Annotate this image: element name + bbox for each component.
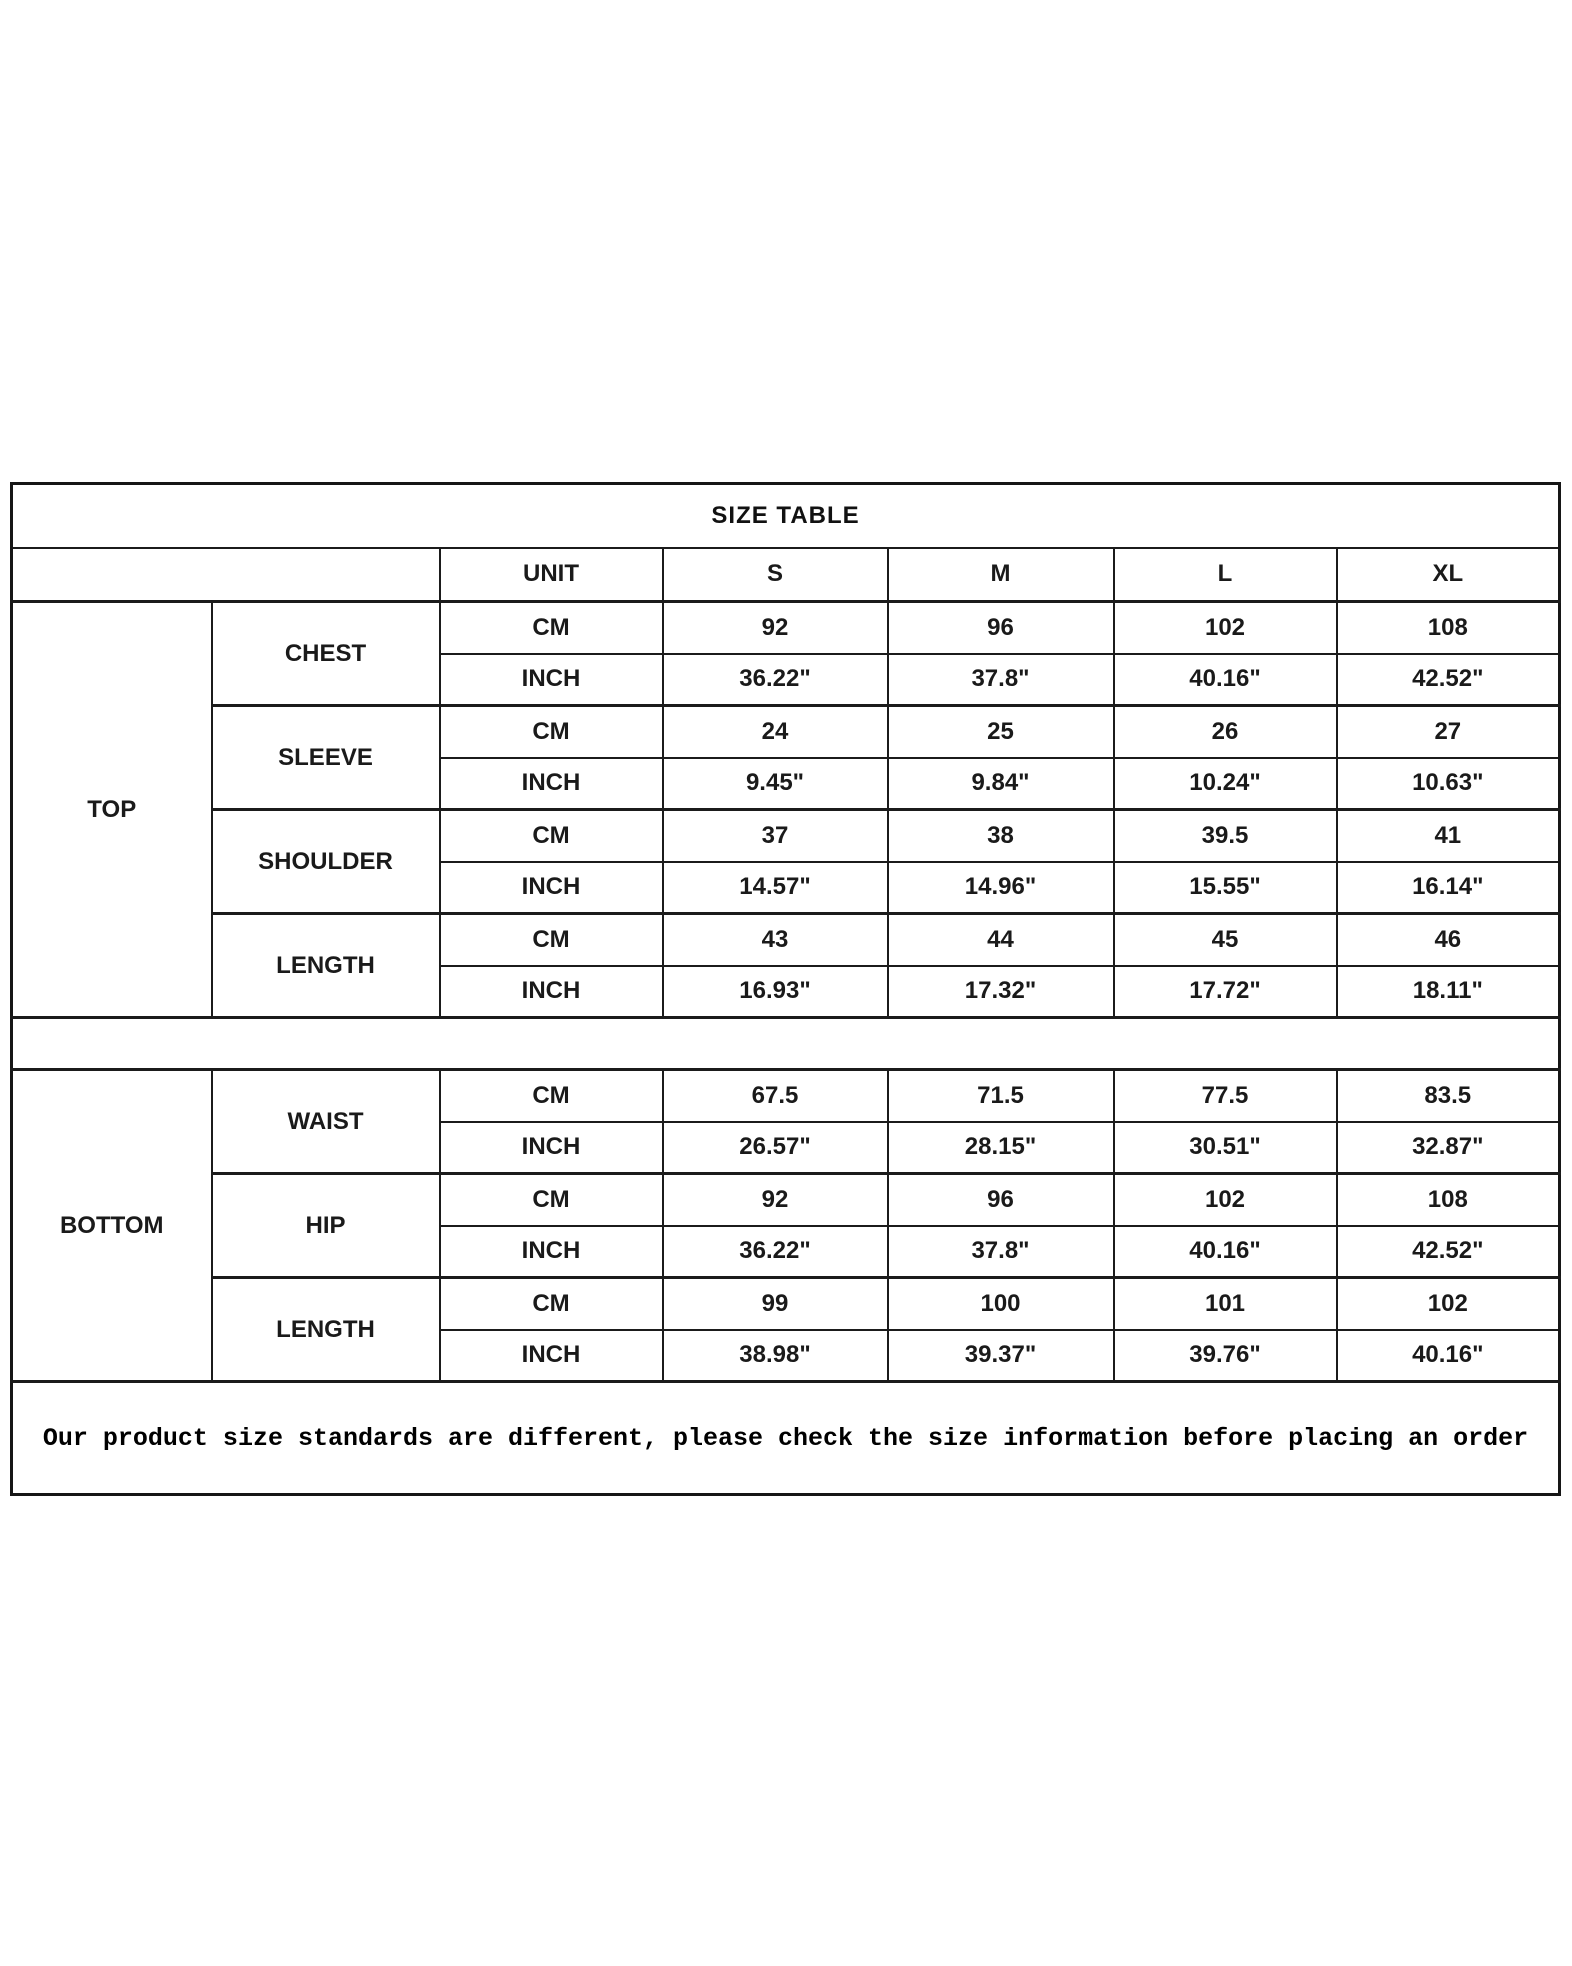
size-value-cell: 108 <box>1337 602 1560 654</box>
measure-sleeve-label: SLEEVE <box>212 706 440 810</box>
size-value-cell: 100 <box>888 1278 1114 1330</box>
size-value-cell: 102 <box>1114 1174 1337 1226</box>
size-value-cell: 36.22" <box>663 1226 888 1278</box>
size-value-cell: 9.45" <box>663 758 888 810</box>
size-value-cell: 15.55" <box>1114 862 1337 914</box>
measure-hip-label: HIP <box>212 1174 440 1278</box>
measure-top-length-label: LENGTH <box>212 914 440 1018</box>
unit-cm-label: CM <box>440 602 663 654</box>
size-value-cell: 10.63" <box>1337 758 1560 810</box>
table-title: SIZE TABLE <box>12 484 1560 548</box>
size-value-cell: 25 <box>888 706 1114 758</box>
size-value-cell: 101 <box>1114 1278 1337 1330</box>
header-size-m: M <box>888 548 1114 602</box>
size-value-cell: 16.14" <box>1337 862 1560 914</box>
size-chart <box>10 482 1561 1496</box>
size-value-cell: 67.5 <box>663 1070 888 1122</box>
unit-inch-label: INCH <box>440 1226 663 1278</box>
size-value-cell: 9.84" <box>888 758 1114 810</box>
size-value-cell: 10.24" <box>1114 758 1337 810</box>
size-value-cell: 32.87" <box>1337 1122 1560 1174</box>
size-value-cell: 26.57" <box>663 1122 888 1174</box>
section-divider-row <box>12 1018 1560 1070</box>
header-size-s: S <box>663 548 888 602</box>
unit-cm-label: CM <box>440 1070 663 1122</box>
size-value-cell: 92 <box>663 602 888 654</box>
unit-cm-label: CM <box>440 914 663 966</box>
size-value-cell: 37 <box>663 810 888 862</box>
size-value-cell: 14.96" <box>888 862 1114 914</box>
size-value-cell: 18.11" <box>1337 966 1560 1018</box>
size-value-cell: 71.5 <box>888 1070 1114 1122</box>
unit-cm-label: CM <box>440 1174 663 1226</box>
size-value-cell: 16.93" <box>663 966 888 1018</box>
size-value-cell: 102 <box>1114 602 1337 654</box>
size-value-cell: 108 <box>1337 1174 1560 1226</box>
size-value-cell: 14.57" <box>663 862 888 914</box>
header-size-l: L <box>1114 548 1337 602</box>
unit-cm-label: CM <box>440 1278 663 1330</box>
size-value-cell: 17.72" <box>1114 966 1337 1018</box>
unit-inch-label: INCH <box>440 966 663 1018</box>
size-value-cell: 26 <box>1114 706 1337 758</box>
size-value-cell: 24 <box>663 706 888 758</box>
size-value-cell: 46 <box>1337 914 1560 966</box>
unit-cm-label: CM <box>440 706 663 758</box>
unit-inch-label: INCH <box>440 862 663 914</box>
size-value-cell: 17.32" <box>888 966 1114 1018</box>
measure-bottom-length-label: LENGTH <box>212 1278 440 1382</box>
unit-inch-label: INCH <box>440 1122 663 1174</box>
size-value-cell: 40.16" <box>1114 654 1337 706</box>
size-value-cell: 28.15" <box>888 1122 1114 1174</box>
size-value-cell: 36.22" <box>663 654 888 706</box>
size-value-cell: 96 <box>888 1174 1114 1226</box>
size-value-cell: 30.51" <box>1114 1122 1337 1174</box>
size-value-cell: 37.8" <box>888 654 1114 706</box>
measure-waist-label: WAIST <box>212 1070 440 1174</box>
size-note: Our product size standards are different, please check the size information before placing an order <box>12 1382 1560 1495</box>
size-value-cell: 99 <box>663 1278 888 1330</box>
section-bottom-label: BOTTOM <box>12 1070 212 1382</box>
size-value-cell: 102 <box>1337 1278 1560 1330</box>
size-value-cell: 77.5 <box>1114 1070 1337 1122</box>
header-unit: UNIT <box>440 548 663 602</box>
section-top-label: TOP <box>12 602 212 1018</box>
size-value-cell: 96 <box>888 602 1114 654</box>
unit-inch-label: INCH <box>440 1330 663 1382</box>
size-value-cell: 44 <box>888 914 1114 966</box>
size-value-cell: 39.76" <box>1114 1330 1337 1382</box>
unit-inch-label: INCH <box>440 654 663 706</box>
size-value-cell: 83.5 <box>1337 1070 1560 1122</box>
size-value-cell: 27 <box>1337 706 1560 758</box>
measure-chest-label: CHEST <box>212 602 440 706</box>
size-value-cell: 37.8" <box>888 1226 1114 1278</box>
size-value-cell: 92 <box>663 1174 888 1226</box>
unit-cm-label: CM <box>440 810 663 862</box>
size-value-cell: 40.16" <box>1337 1330 1560 1382</box>
size-value-cell: 39.37" <box>888 1330 1114 1382</box>
size-value-cell: 40.16" <box>1114 1226 1337 1278</box>
size-value-cell: 43 <box>663 914 888 966</box>
size-value-cell: 42.52" <box>1337 1226 1560 1278</box>
header-empty-cell <box>12 548 440 602</box>
size-value-cell: 45 <box>1114 914 1337 966</box>
size-value-cell: 42.52" <box>1337 654 1560 706</box>
measure-shoulder-label: SHOULDER <box>212 810 440 914</box>
size-value-cell: 38 <box>888 810 1114 862</box>
unit-inch-label: INCH <box>440 758 663 810</box>
size-value-cell: 39.5 <box>1114 810 1337 862</box>
header-size-xl: XL <box>1337 548 1560 602</box>
size-table <box>10 482 1561 1496</box>
size-value-cell: 41 <box>1337 810 1560 862</box>
size-value-cell: 38.98" <box>663 1330 888 1382</box>
